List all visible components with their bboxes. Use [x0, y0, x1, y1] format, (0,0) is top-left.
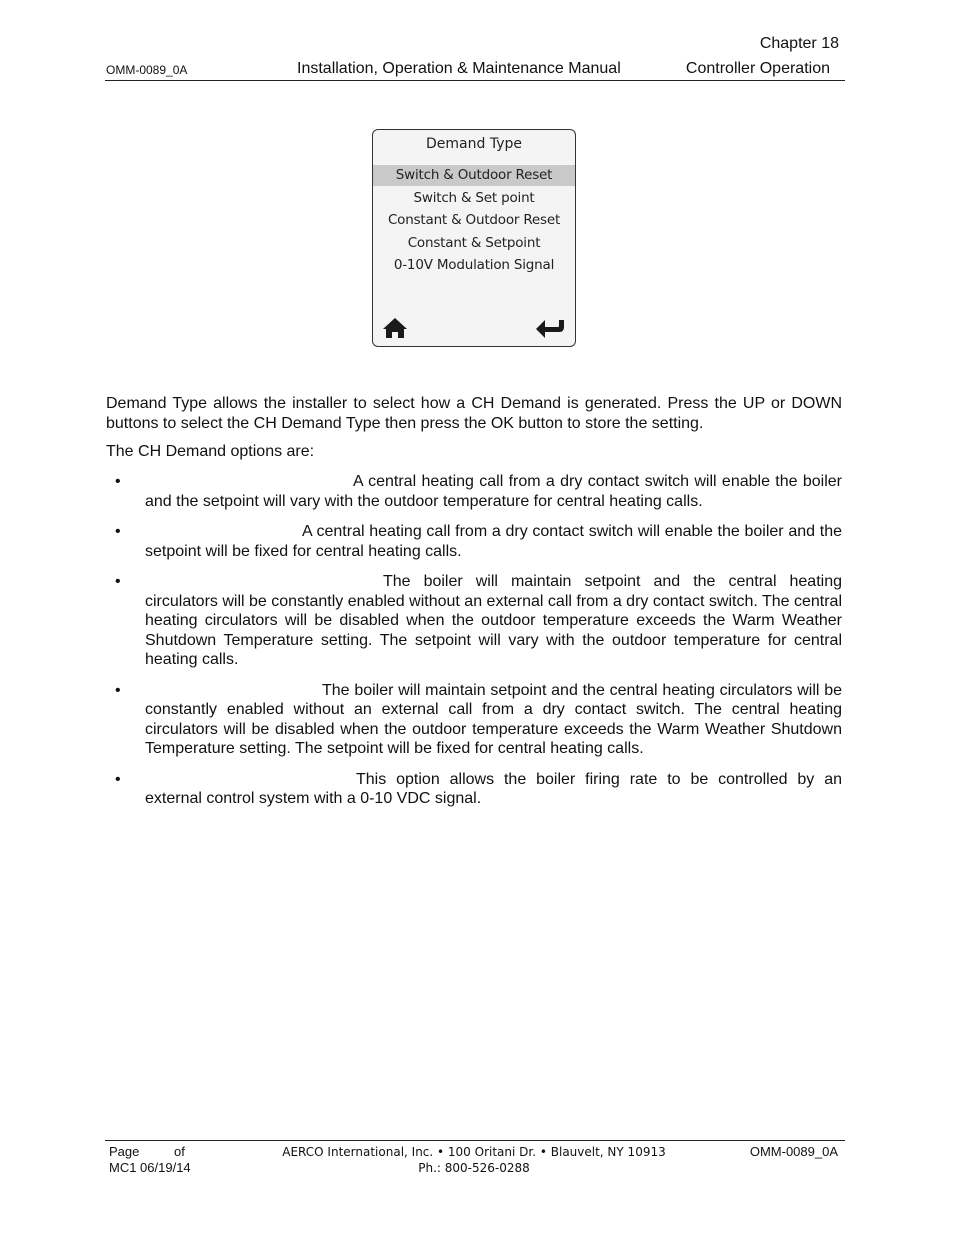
list-item-text: The boiler will maintain setpoint and the central heating circulators will be constantly enabled without an external call from a dry contact switch. The central heating circulators will be disabled when the outdoor temperature exceeds the Warm Weather Shutdown Temperature setting. The setpoint will vary with the outdoor temperature for central heating calls. [145, 573, 842, 668]
list-item [106, 770, 842, 809]
back-arrow-icon [533, 316, 567, 342]
intro-paragraph: Demand Type allows the installer to select how a CH Demand is generated. Press the UP or DOWN buttons to select the CH Demand Type then press the OK button to store the setting. [106, 395, 842, 432]
footer-revision: MC1 06/19/14 [109, 1160, 191, 1175]
screen-option: Switch & Set point [413, 190, 535, 206]
screen-option: 0-10V Modulation Signal [393, 257, 555, 273]
screen-title: Demand Type [426, 136, 522, 152]
footer-address: AERCO International, Inc. • 100 Oritani Dr. • Blauvelt, NY 10913 [282, 1145, 666, 1159]
screen-option: Constant & Setpoint [407, 235, 541, 251]
screen-option: Constant & Outdoor Reset [387, 212, 561, 228]
bullet-dot: • [115, 573, 121, 590]
list-item [106, 472, 842, 511]
footer-phone: Ph.: 800-526-0288 [418, 1161, 530, 1175]
header-divider [105, 80, 845, 81]
list-item [106, 681, 842, 759]
manual-title: Installation, Operation & Maintenance Manual [297, 60, 621, 77]
list-item [106, 522, 842, 561]
options-lead: The CH Demand options are: [106, 443, 315, 460]
list-item-text: A central heating call from a dry contact switch will enable the boiler and the setpoint will be fixed for central heating calls. [145, 523, 842, 560]
home-icon [381, 316, 409, 340]
bullet-dot: • [115, 681, 121, 699]
demand-type-screen [372, 129, 576, 347]
bullet-dot: • [115, 770, 121, 788]
screen-option-selected: Switch & Outdoor Reset [373, 165, 575, 186]
header-doc-number: OMM-0089_0A [106, 63, 188, 77]
footer-page-label: Page [109, 1144, 140, 1159]
bullet-dot: • [115, 523, 121, 540]
chapter-label: Chapter 18 [759, 35, 839, 52]
section-title: Controller Operation [685, 60, 830, 77]
footer-divider [105, 1140, 845, 1141]
list-item [106, 572, 842, 670]
list-item-text: A central heating call from a dry contact switch will enable the boiler and the setpoint will vary with the outdoor temperature for central heating calls. [145, 473, 842, 510]
footer-of-label: of [174, 1144, 185, 1159]
bullet-dot: • [115, 473, 121, 490]
demand-options-list [106, 472, 842, 820]
list-item-text: The boiler will maintain setpoint and the central heating circulators will be constantly enabled without an external call from a dry contact switch. The central heating circulators will be disabled when the outdoor temperature exceeds the Warm Weather Shutdown Temperature setting. The setpoint will be fixed for central heating calls. [145, 681, 842, 757]
footer-doc-number: OMM-0089_0A [749, 1144, 838, 1159]
list-item-text: This option allows the boiler firing rate to be controlled by an external control system with a 0-10 VDC signal. [145, 770, 842, 807]
